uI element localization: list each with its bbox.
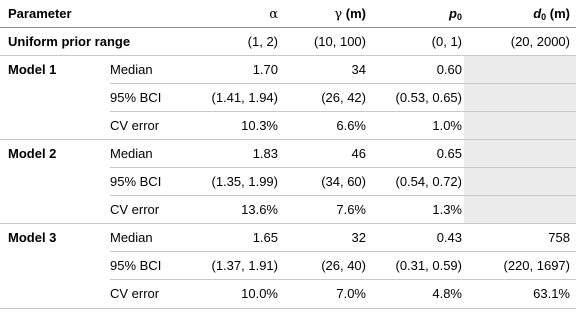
rule — [0, 308, 576, 309]
alpha-value: 10.3% — [241, 118, 278, 133]
gamma-unit: (m) — [342, 6, 366, 21]
alpha-value: (1.35, 1.99) — [211, 174, 278, 189]
p0-value: 0.65 — [436, 146, 462, 161]
prior-label: Uniform prior range — [8, 34, 131, 49]
stat-label: 95% BCI — [110, 174, 162, 189]
prior-row — [0, 28, 576, 56]
stat-label: Median — [110, 230, 153, 245]
model1-median-row — [0, 56, 576, 84]
p0-value: 4.8% — [432, 286, 462, 301]
gamma-value: 32 — [351, 230, 366, 245]
alpha-symbol: α — [269, 7, 278, 22]
alpha-value: 1.70 — [252, 62, 278, 77]
p0-value: 1.3% — [432, 202, 462, 217]
prior-alpha: (1, 2) — [247, 34, 278, 49]
header-p0 — [368, 0, 464, 28]
gamma-value: 6.6% — [336, 118, 366, 133]
model-name: Model 3 — [8, 230, 57, 245]
header-d0 — [464, 0, 576, 28]
p0-value: 0.60 — [436, 62, 462, 77]
stat-label: 95% BCI — [110, 258, 162, 273]
prior-p0: (0, 1) — [431, 34, 462, 49]
alpha-value: 10.0% — [241, 286, 278, 301]
header-gamma — [280, 0, 368, 28]
gamma-value: (26, 42) — [321, 90, 366, 105]
p0-value: 0.43 — [436, 230, 462, 245]
alpha-value: 1.83 — [252, 146, 278, 161]
header-alpha — [190, 0, 280, 28]
model2-bci-row — [0, 168, 576, 196]
header-parameter: Parameter — [8, 6, 72, 21]
stat-label: CV error — [110, 202, 160, 217]
model-name: Model 2 — [8, 146, 57, 161]
d-symbol: d — [533, 6, 542, 21]
stat-label: CV error — [110, 118, 160, 133]
p0-value: (0.54, 0.72) — [395, 174, 462, 189]
gamma-value: 46 — [351, 146, 366, 161]
stat-label: CV error — [110, 286, 160, 301]
model3-cv-row — [0, 280, 576, 308]
gamma-value: 7.0% — [336, 286, 366, 301]
p0-value: 1.0% — [432, 118, 462, 133]
gamma-value: (34, 60) — [321, 174, 366, 189]
p0-value: (0.53, 0.65) — [395, 90, 462, 105]
gamma-value: (26, 40) — [321, 258, 366, 273]
stat-label: Median — [110, 62, 153, 77]
model2-median-row — [0, 140, 576, 168]
model-name: Model 1 — [8, 62, 57, 77]
alpha-value: (1.37, 1.91) — [211, 258, 278, 273]
stat-label: 95% BCI — [110, 90, 162, 105]
p0-value: (0.31, 0.59) — [395, 258, 462, 273]
stat-label: Median — [110, 146, 153, 161]
prior-gamma: (10, 100) — [313, 34, 366, 49]
header-row — [0, 0, 576, 28]
p-subscript: 0 — [456, 12, 462, 22]
prior-d0: (20, 2000) — [510, 34, 570, 49]
model2-cv-row — [0, 196, 576, 224]
gamma-value: 7.6% — [336, 202, 366, 217]
p-symbol: p — [449, 6, 457, 21]
alpha-value: (1.41, 1.94) — [211, 90, 278, 105]
model1-bci-row — [0, 84, 576, 112]
model1-cv-row — [0, 112, 576, 140]
d-unit: (m) — [546, 6, 570, 21]
d0-value: (220, 1697) — [503, 258, 570, 273]
alpha-value: 13.6% — [241, 202, 278, 217]
d0-value: 63.1% — [533, 286, 570, 301]
d0-value: 758 — [548, 230, 570, 245]
gamma-value: 34 — [351, 62, 366, 77]
model3-bci-row — [0, 252, 576, 280]
d-subscript: 0 — [541, 12, 547, 22]
model3-median-row — [0, 224, 576, 252]
alpha-value: 1.65 — [252, 230, 278, 245]
gamma-symbol: γ — [334, 7, 343, 22]
